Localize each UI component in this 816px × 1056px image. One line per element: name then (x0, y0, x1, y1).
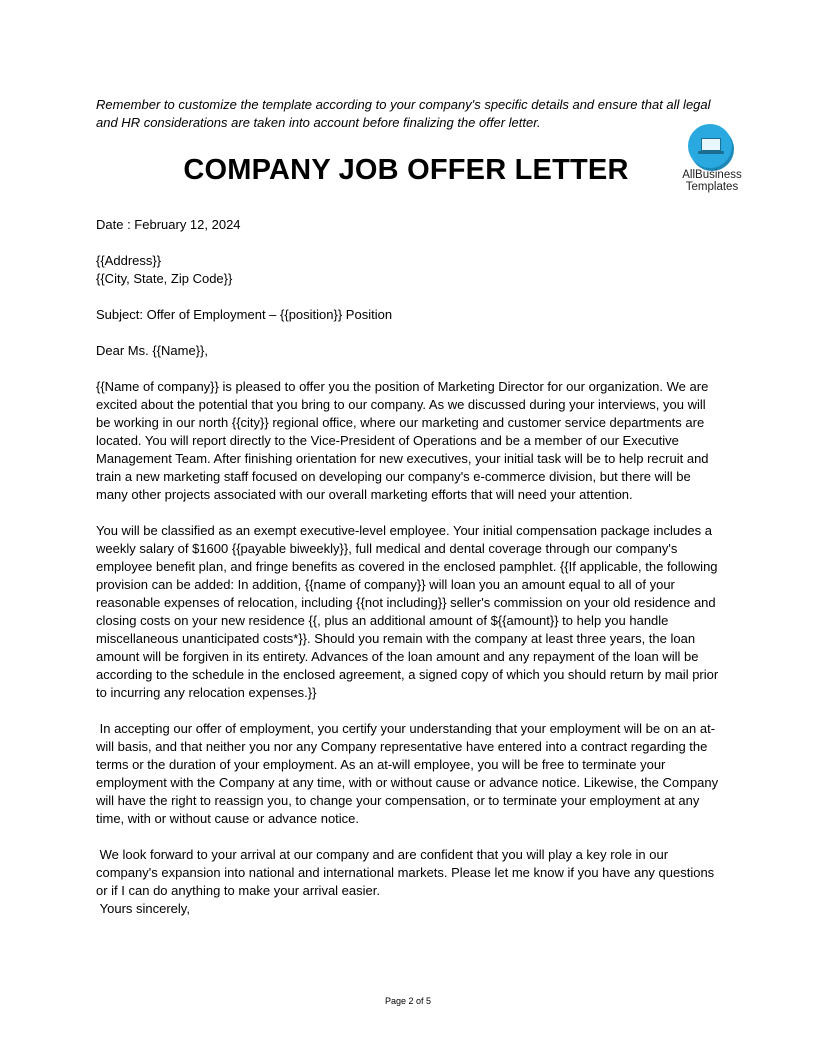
letter-body (96, 216, 720, 918)
paragraph-at-will: In accepting our offer of employment, you certify your understanding that your employment will be on an at-will basis, and that neither you nor any Company representative have entered into a contract regarding the terms or the duration of your employment. As an at-will employee, you will be free to terminate your employment with the Company at any time, with or without cause or advance notice. Likewise, the Company will have the right to reassign you, to change your compensation, or to terminate your employment at any time, with or without cause or advance notice. (96, 721, 722, 826)
logo-line-1: AllBusiness (682, 169, 742, 181)
letter-closing: Yours sincerely, (96, 901, 190, 916)
recipient-address: {{Address}} (96, 253, 162, 268)
customization-note: Remember to customize the template according to your company's specific details and ensure that all legal and HR considerations are taken into account before finalizing the offer letter. (96, 97, 711, 130)
letter-date: Date : February 12, 2024 (96, 217, 241, 232)
paragraph-compensation: You will be classified as an exempt executive-level employee. Your initial compensation package includes a weekly salary of $1600 {{payable biweekly}}, full medical and dental coverage through our company's employee benefit plan, and fringe benefits as covered in the enclosed pamphlet. {{If applicable, the following provision can be added: In addition, {{name of company}} will loan you an amount equal to all of your reasonable expenses of relocation, including {{not including}} seller's commission on your old residence and closing costs on your new residence {{, plus an additional amount of ${{amount}} to help you handle miscellaneous unanticipated costs*}}. Should you remain with the company at least three years, the loan amount will be forgiven in its entirety. Advances of the loan amount and any repayment of the loan will be according to the schedule in the enclosed agreement, a signed copy of which you should return by mail prior to incurring any relocation expenses.}} (96, 523, 719, 700)
document-title: COMPANY JOB OFFER LETTER (183, 154, 629, 186)
paragraph-closing-remarks: We look forward to your arrival at our company and are confident that you will play a key role in our company's expansion into national and international markets. Please let me know if you have any questions or if I can do anything to make your arrival easier. (96, 847, 718, 898)
logo-line-2: Templates (685, 181, 739, 193)
paragraph-position: {{Name of company}} is pleased to offer you the position of Marketing Director for our organization. We are excited about the potential that you bring to our company. As we discussed during your interviews, you will be working in our north {{city}} regional office, where our marketing and customer service departments are located. You will report directly to the Vice-President of Operations and be a member of our Executive Management Team. After finishing orientation for new executives, your initial task will be to help recruit and train a new marketing staff focused on developing our company's e-commerce division, but there will be many other projects associated with our overall marketing efforts that will need your attention. (96, 379, 709, 502)
page-number: Page 2 of 5 (384, 996, 432, 1006)
letter-salutation: Dear Ms. {{Name}}, (96, 343, 208, 358)
letter-subject: Subject: Offer of Employment – {{position}} Position (96, 307, 393, 322)
recipient-city-state-zip: {{City, State, Zip Code}} (96, 271, 233, 286)
